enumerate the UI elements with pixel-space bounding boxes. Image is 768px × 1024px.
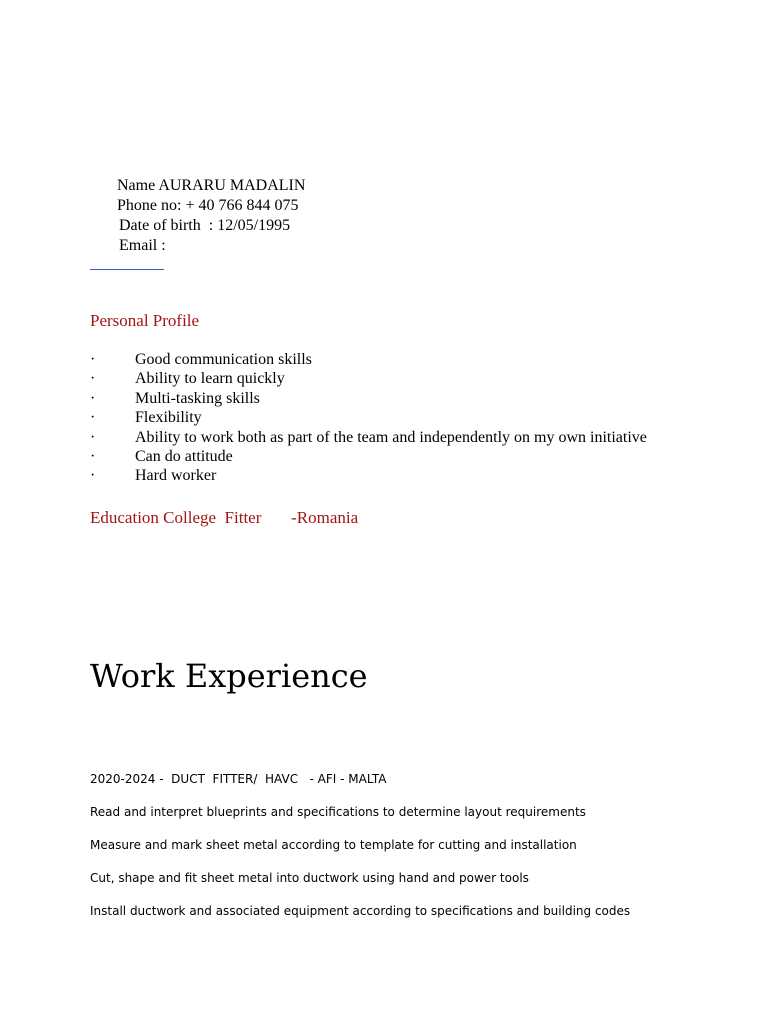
job-title: 2020-2024 - DUCT FITTER/ HAVC - AFI - MALTA (90, 772, 387, 786)
email-underline[interactable] (90, 269, 164, 270)
bullet-icon: · (90, 370, 96, 388)
skill-text: Flexibility (135, 409, 202, 427)
personal-profile-heading: Personal Profile (90, 311, 200, 330)
list-item (90, 428, 647, 447)
list-item (90, 466, 647, 485)
skill-text: Multi-tasking skills (135, 389, 260, 407)
bullet-icon: · (90, 389, 96, 407)
skill-text: Hard worker (135, 467, 217, 485)
list-item (90, 350, 647, 369)
bullet-icon: · (90, 351, 96, 368)
bullet-icon: · (90, 409, 96, 427)
bullet-icon: · (90, 428, 96, 446)
bullet-icon: · (90, 467, 96, 485)
list-item (90, 389, 647, 408)
work-experience-heading: Work Experience (90, 657, 368, 695)
duty-line: Cut, shape and fit sheet metal into ductwork using hand and power tools (90, 871, 529, 885)
skills-list (90, 350, 647, 486)
list-item (90, 408, 647, 427)
list-item (90, 447, 647, 466)
skill-text: Can do attitude (135, 447, 233, 465)
contact-phone: Phone no: + 40 766 844 075 (117, 197, 299, 214)
education-heading: Education College Fitter -Romania (90, 508, 359, 527)
duty-line: Install ductwork and associated equipment according to specifications and building codes (90, 904, 631, 918)
contact-email-label: Email : (119, 237, 166, 254)
skill-text: Ability to learn quickly (135, 370, 285, 388)
skill-text: Good communication skills (135, 351, 312, 368)
skill-text: Ability to work both as part of the team and independently on my own initiative (135, 428, 647, 446)
bullet-icon: · (90, 447, 96, 465)
duty-line: Read and interpret blueprints and specifications to determine layout requirements (90, 805, 586, 819)
contact-date-of-birth: Date of birth : 12/05/1995 (119, 217, 291, 234)
list-item (90, 369, 647, 388)
contact-name: Name AURARU MADALIN (117, 177, 306, 194)
duty-line: Measure and mark sheet metal according to template for cutting and installation (90, 838, 577, 852)
